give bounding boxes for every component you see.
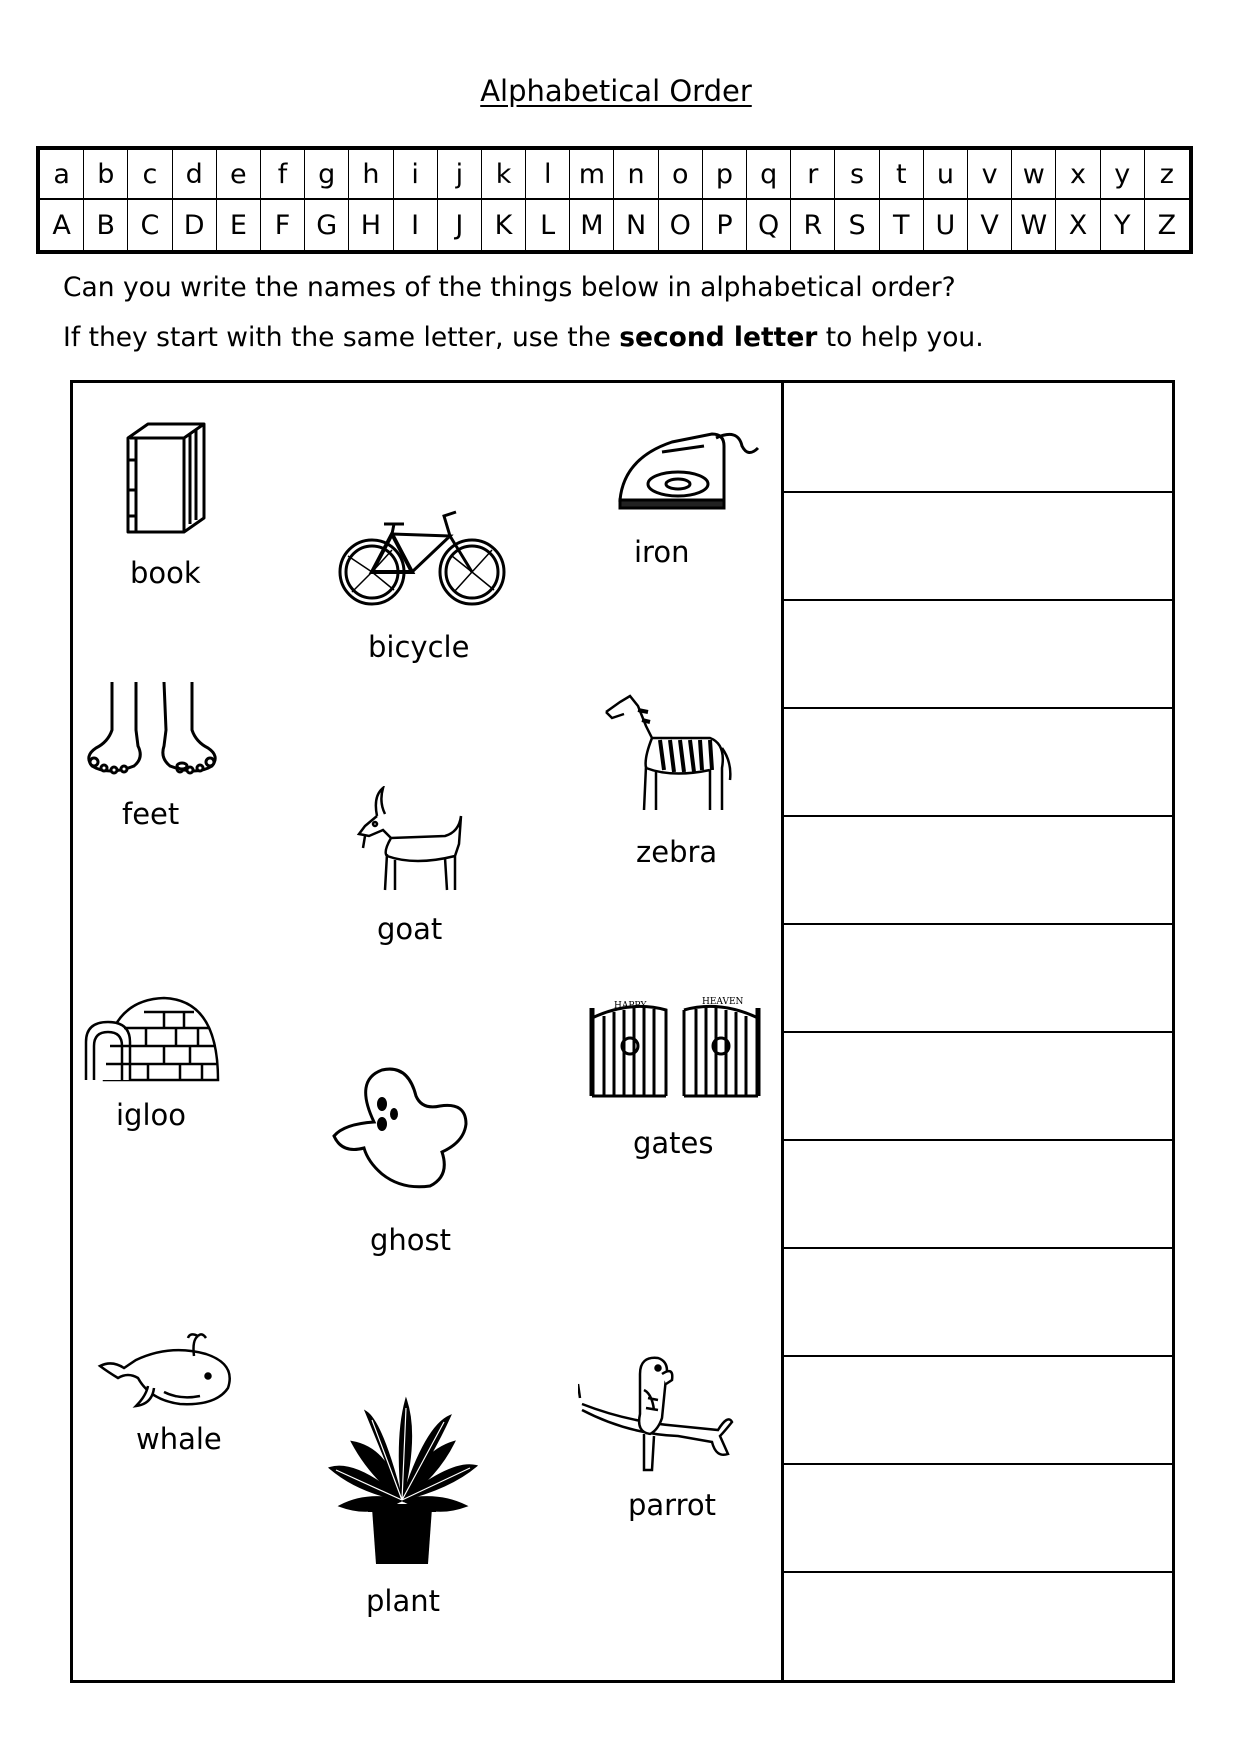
alphabet-lower-cell: b bbox=[84, 150, 128, 200]
label-goat: goat bbox=[377, 912, 443, 946]
answer-line[interactable] bbox=[784, 1355, 1172, 1357]
alphabet-lower-cell: g bbox=[305, 150, 349, 200]
instruction-text-end: to help you. bbox=[817, 322, 984, 353]
answer-line[interactable] bbox=[784, 1031, 1172, 1033]
alphabet-upper-cell: D bbox=[173, 200, 217, 250]
alphabet-upper-cell: X bbox=[1056, 200, 1100, 250]
alphabet-upper-cell: N bbox=[614, 200, 658, 250]
alphabet-upper-cell: M bbox=[570, 200, 614, 250]
alphabet-lower-cell: f bbox=[261, 150, 305, 200]
parrot-picture bbox=[578, 1354, 734, 1474]
alphabet-upper-cell: C bbox=[128, 200, 172, 250]
alphabet-upper-cell: Z bbox=[1157, 209, 1177, 241]
bicycle-picture bbox=[332, 510, 512, 610]
alphabet-upper-cell: U bbox=[924, 200, 968, 250]
alphabet-lower-cell: h bbox=[349, 150, 393, 200]
alphabet-lower-cell: d bbox=[173, 150, 217, 200]
label-iron: iron bbox=[634, 535, 690, 569]
label-whale: whale bbox=[136, 1422, 222, 1456]
alphabet-upper-cell: Q bbox=[747, 200, 791, 250]
alphabet-lower-cell: q bbox=[747, 150, 791, 200]
alphabet-strip bbox=[36, 146, 1193, 254]
alphabet-lower-cell: j bbox=[438, 150, 482, 200]
alphabet-lower-cell: y bbox=[1101, 150, 1145, 200]
alphabet-lower-cell: c bbox=[128, 150, 172, 200]
alphabet-upper-cell: S bbox=[835, 200, 879, 250]
label-parrot: parrot bbox=[628, 1488, 716, 1522]
book-picture bbox=[118, 420, 208, 540]
alphabet-lower-cell: k bbox=[482, 150, 526, 200]
alphabet-lower-cell: i bbox=[394, 150, 438, 200]
answer-line[interactable] bbox=[784, 707, 1172, 709]
alphabet-lower-cell: n bbox=[614, 150, 658, 200]
label-igloo: igloo bbox=[116, 1098, 187, 1132]
whale-picture bbox=[96, 1330, 236, 1408]
instruction-line-2 bbox=[63, 322, 984, 353]
plant-picture bbox=[326, 1396, 478, 1566]
iron-picture bbox=[612, 428, 762, 518]
alphabet-upper-cell: Y bbox=[1101, 200, 1145, 250]
gates-picture bbox=[586, 996, 764, 1102]
alphabet-upper-cell: V bbox=[968, 200, 1012, 250]
alphabet-lower-cell: t bbox=[880, 150, 924, 200]
alphabet-upper-cell: F bbox=[261, 200, 305, 250]
answer-line[interactable] bbox=[784, 1571, 1172, 1573]
alphabet-lower-cell: m bbox=[570, 150, 614, 200]
igloo-picture bbox=[84, 992, 222, 1088]
answer-line[interactable] bbox=[784, 923, 1172, 925]
gate-sign-right: HEAVEN bbox=[702, 997, 744, 1007]
instruction-text-start: If they start with the same letter, use the bbox=[63, 322, 620, 353]
answer-line[interactable] bbox=[784, 1463, 1172, 1465]
gate-sign-left: HAPPY bbox=[614, 1001, 647, 1011]
goat-picture bbox=[355, 786, 467, 896]
alphabet-upper-cell: K bbox=[482, 200, 526, 250]
ghost-picture bbox=[330, 1066, 474, 1192]
alphabet-upper-cell: L bbox=[526, 200, 570, 250]
alphabet-upper-cell: A bbox=[40, 200, 84, 250]
answer-line[interactable] bbox=[784, 1247, 1172, 1249]
alphabet-upper-cell: R bbox=[791, 200, 835, 250]
alphabet-lower-cell: r bbox=[791, 150, 835, 200]
alphabet-lower-cell: o bbox=[659, 150, 703, 200]
alphabet-lower-cell: p bbox=[703, 150, 747, 200]
alphabet-lower-cell: l bbox=[526, 150, 570, 200]
label-ghost: ghost bbox=[370, 1223, 452, 1257]
alphabet-upper-cell: B bbox=[84, 200, 128, 250]
alphabet-upper-cell: O bbox=[659, 200, 703, 250]
answer-line[interactable] bbox=[784, 1139, 1172, 1141]
answer-line[interactable] bbox=[784, 599, 1172, 601]
alphabet-lower-cell: z bbox=[1145, 150, 1189, 200]
alphabet-upper-cell: E bbox=[217, 200, 261, 250]
alphabet-upper-cell: G bbox=[305, 200, 349, 250]
label-book: book bbox=[130, 556, 201, 590]
alphabet-lower-cell: a bbox=[40, 150, 84, 200]
answer-line[interactable] bbox=[784, 815, 1172, 817]
label-feet: feet bbox=[122, 797, 180, 831]
label-zebra: zebra bbox=[636, 835, 718, 869]
alphabet-upper-cell: J bbox=[438, 200, 482, 250]
label-bicycle: bicycle bbox=[368, 630, 470, 664]
alphabet-upper-cell: W bbox=[1012, 200, 1056, 250]
label-plant: plant bbox=[366, 1584, 440, 1618]
alphabet-lower-cell: x bbox=[1056, 150, 1100, 200]
alphabet-lower-cell: s bbox=[835, 150, 879, 200]
alphabet-lower-cell: u bbox=[924, 150, 968, 200]
alphabet-upper-cell: P bbox=[703, 200, 747, 250]
instruction-emphasis: second letter bbox=[619, 322, 818, 353]
zebra-picture bbox=[602, 692, 734, 817]
page-title: Alphabetical Order bbox=[480, 74, 752, 108]
alphabet-upper-cell: H bbox=[349, 200, 393, 250]
alphabet-lower-cell: w bbox=[1012, 150, 1056, 200]
alphabet-lower-cell: v bbox=[968, 150, 1012, 200]
alphabet-upper-cell: I bbox=[394, 200, 438, 250]
answer-line[interactable] bbox=[784, 491, 1172, 493]
instruction-line-1: Can you write the names of the things below in alphabetical order? bbox=[63, 272, 956, 303]
alphabet-upper-cell: T bbox=[880, 200, 924, 250]
feet-picture bbox=[82, 680, 222, 780]
alphabet-lower-cell: e bbox=[217, 150, 261, 200]
label-gates: gates bbox=[633, 1126, 714, 1160]
